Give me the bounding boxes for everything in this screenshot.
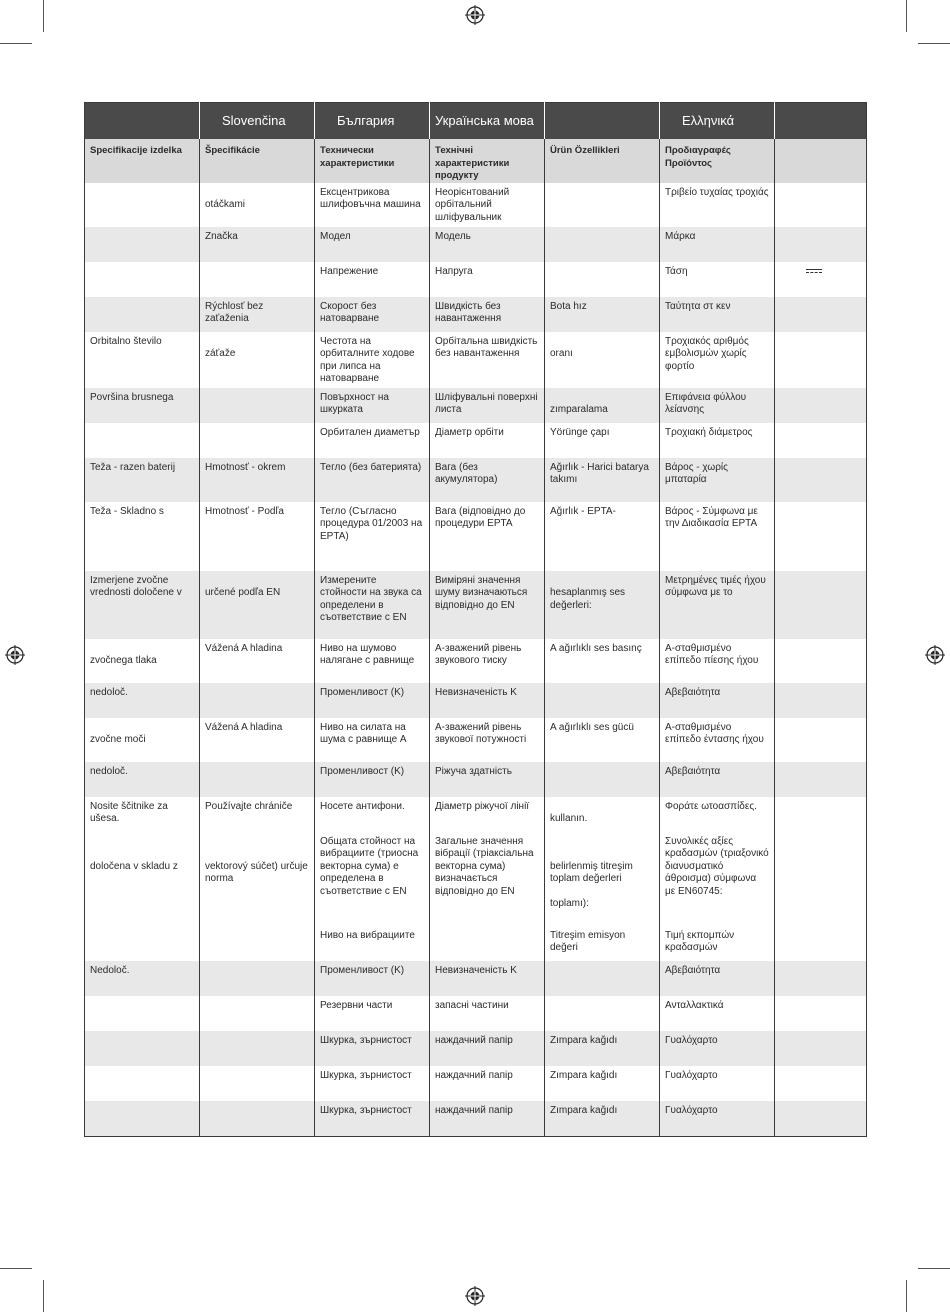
table-cell: Τιμή εκπομπών κραδασμών — [660, 926, 775, 961]
table-cell: наждачний папір — [430, 1101, 545, 1137]
table-cell: Шкурка, зърнистост — [315, 1066, 430, 1101]
table-cell: Επιφάνεια φύλλου λείανσης — [660, 388, 775, 423]
table-cell — [85, 423, 200, 458]
table-cell: Φοράτε ωτοασπίδες. — [660, 797, 775, 832]
table-row — [85, 996, 867, 1031]
table-cell: А-зважений рівень звукового тиску — [430, 639, 545, 683]
table-cell — [775, 639, 867, 683]
table-cell — [200, 262, 315, 297]
table-cell — [775, 571, 867, 639]
language-cell: Українська мова — [430, 103, 545, 140]
table-cell — [200, 683, 315, 718]
table-cell: Ниво на шумово налягане с равнище — [315, 639, 430, 683]
crop-mark-top-right-h — [918, 43, 950, 44]
table-cell: Променливост (K) — [315, 961, 430, 996]
table-cell: Общата стойност на вибрациите (триосна векторна сума) е определена в съответствие с EN — [315, 832, 430, 926]
table-cell: Резервни части — [315, 996, 430, 1031]
table-cell: Ανταλλακτικά — [660, 996, 775, 1031]
table-cell — [200, 1101, 315, 1137]
table-cell: Rýchlosť bez zaťaženia — [200, 297, 315, 332]
table-cell: Površina brusnega — [85, 388, 200, 423]
table-cell: Τροχιακή διάμετρος — [660, 423, 775, 458]
table-cell — [775, 458, 867, 502]
registration-mark-left-icon — [5, 645, 25, 665]
table-cell: Виміряні значення шуму визначаються відповідно до EN — [430, 571, 545, 639]
crop-mark-top-left-v — [43, 0, 44, 32]
table-cell: Α-σταθμισμένο επίπεδο έντασης ήχου — [660, 718, 775, 762]
table-cell: Τριβείο τυχαίας τροχιάς — [660, 183, 775, 227]
table-cell — [85, 926, 200, 961]
table-cell: Βάρος - χωρίς μπαταρία — [660, 458, 775, 502]
table-cell — [545, 262, 660, 297]
table-cell: Zımpara kağıdı — [545, 1101, 660, 1137]
table-cell — [200, 423, 315, 458]
table-cell: Променливост (K) — [315, 762, 430, 797]
table-cell: kullanın. — [545, 797, 660, 832]
table-cell: Шкурка, зърнистост — [315, 1031, 430, 1066]
table-row — [85, 227, 867, 262]
table-cell: Bota hız — [545, 297, 660, 332]
table-cell — [775, 1101, 867, 1137]
language-cell — [85, 103, 200, 140]
table-cell: наждачний папір — [430, 1066, 545, 1101]
direct-current-icon — [806, 269, 822, 274]
crop-mark-bottom-right-h — [918, 1268, 950, 1269]
table-cell — [200, 1066, 315, 1101]
table-cell: Ріжуча здатність — [430, 762, 545, 797]
table-cell — [775, 762, 867, 797]
table-cell — [775, 183, 867, 227]
table-cell: Αβεβαιότητα — [660, 762, 775, 797]
table-cell: А-зважений рівень звукової потужності — [430, 718, 545, 762]
table-cell: Ниво на силата на шума с равнище A — [315, 718, 430, 762]
language-cell: Ελληνικά — [660, 103, 775, 140]
table-cell: določena v skladu z — [85, 832, 200, 926]
specifications-table — [84, 102, 867, 1137]
table-row — [85, 502, 867, 571]
registration-mark-bottom-icon — [465, 1286, 485, 1306]
table-cell: Швидкість без навантаження — [430, 297, 545, 332]
table-cell: Teža - Skladno s — [85, 502, 200, 571]
table-cell: Titreşim emisyon değeri — [545, 926, 660, 961]
table-row — [85, 183, 867, 227]
table-row — [85, 423, 867, 458]
table-cell — [775, 423, 867, 458]
specification-title-cell: Προδιαγραφές Προϊόντος — [660, 139, 775, 183]
table-cell — [545, 683, 660, 718]
table-cell — [775, 718, 867, 762]
specifications-table-body — [85, 103, 867, 1137]
table-cell: Γυαλόχαρτο — [660, 1101, 775, 1137]
table-cell: Шкурка, зърнистост — [315, 1101, 430, 1137]
table-cell — [85, 183, 200, 227]
table-cell: zvočnega tlaka — [85, 639, 200, 683]
table-cell: Напрежение — [315, 262, 430, 297]
table-row — [85, 926, 867, 961]
table-cell: Ağırlık - Harici batarya takımı — [545, 458, 660, 502]
crop-mark-bottom-left-v — [43, 1280, 44, 1312]
table-cell: A ağırlıklı ses basınç — [545, 639, 660, 683]
specification-title-cell — [775, 139, 867, 183]
specification-title-cell: Specifikacije izdelka — [85, 139, 200, 183]
table-cell — [200, 762, 315, 797]
table-cell: Ниво на вибрациите — [315, 926, 430, 961]
table-row — [85, 388, 867, 423]
table-cell: Вага (відповідно до процедури EPTA — [430, 502, 545, 571]
table-row — [85, 571, 867, 639]
specification-title-cell: Špecifikácie — [200, 139, 315, 183]
table-cell — [85, 227, 200, 262]
table-cell: Діаметр ріжучої лінії — [430, 797, 545, 832]
table-cell: Vážená A hladina — [200, 718, 315, 762]
table-cell: Izmerjene zvočne vrednosti določene v — [85, 571, 200, 639]
table-cell — [775, 502, 867, 571]
table-cell: Тегло (Съгласно процедура 01/2003 на EPTA) — [315, 502, 430, 571]
table-row — [85, 1066, 867, 1101]
table-cell: Ağırlık - EPTA- — [545, 502, 660, 571]
specification-title-cell: Технически характеристики — [315, 139, 430, 183]
table-cell — [775, 832, 867, 926]
table-cell — [85, 1031, 200, 1066]
table-cell: Γυαλόχαρτο — [660, 1066, 775, 1101]
table-cell: Тегло (без батерията) — [315, 458, 430, 502]
table-row — [85, 832, 867, 926]
specification-title-cell: Технічні характеристики продукту — [430, 139, 545, 183]
language-cell — [775, 103, 867, 140]
table-cell: Неорієнтований орбітальний шліфувальник — [430, 183, 545, 227]
table-cell — [775, 227, 867, 262]
table-cell — [775, 1066, 867, 1101]
table-cell — [775, 297, 867, 332]
table-cell — [775, 1031, 867, 1066]
table-cell: Модель — [430, 227, 545, 262]
table-cell: Nosite ščitnike za ušesa. — [85, 797, 200, 832]
table-cell: oranı — [545, 332, 660, 388]
table-cell — [200, 961, 315, 996]
table-cell — [430, 926, 545, 961]
table-cell: Τάση — [660, 262, 775, 297]
language-cell: България — [315, 103, 430, 140]
table-cell — [85, 1101, 200, 1137]
table-cell: Орбитален диаметър — [315, 423, 430, 458]
table-cell: vektorový súčet) určuje norma — [200, 832, 315, 926]
table-row — [85, 332, 867, 388]
table-cell: Модел — [315, 227, 430, 262]
crop-mark-bottom-right-v — [906, 1280, 907, 1312]
table-cell: zvočne moči — [85, 718, 200, 762]
table-cell: Ексцентрикова шлифовъчна машина — [315, 183, 430, 227]
language-cell — [545, 103, 660, 140]
table-cell: наждачний папір — [430, 1031, 545, 1066]
table-cell: A ağırlıklı ses gücü — [545, 718, 660, 762]
table-row — [85, 458, 867, 502]
table-cell — [85, 297, 200, 332]
table-row — [85, 1031, 867, 1066]
table-cell: Загальне значення вібрації (тріаксіальна векторна сума) визначається відповідно до EN — [430, 832, 545, 926]
table-cell — [85, 262, 200, 297]
table-cell — [545, 996, 660, 1031]
table-cell: Α-σταθμισμένο επίπεδο πίεσης ήχου — [660, 639, 775, 683]
table-cell: Променливост (K) — [315, 683, 430, 718]
table-cell: Hmotnosť - okrem — [200, 458, 315, 502]
registration-mark-top-icon — [465, 5, 485, 25]
table-cell: Діаметр орбіти — [430, 423, 545, 458]
table-row — [85, 961, 867, 996]
specification-title-row — [85, 139, 867, 183]
table-cell: nedoloč. — [85, 762, 200, 797]
specification-title-cell: Ürün Özellikleri — [545, 139, 660, 183]
table-cell: hesaplanmış ses değerleri: — [545, 571, 660, 639]
table-cell: запасні частини — [430, 996, 545, 1031]
table-row — [85, 762, 867, 797]
table-cell: Teža - razen baterij — [85, 458, 200, 502]
table-cell: Zımpara kağıdı — [545, 1066, 660, 1101]
table-cell: Αβεβαιότητα — [660, 961, 775, 996]
table-cell — [775, 388, 867, 423]
table-cell: nedoloč. — [85, 683, 200, 718]
table-cell — [85, 1066, 200, 1101]
table-cell — [775, 996, 867, 1031]
table-row — [85, 718, 867, 762]
table-cell — [775, 926, 867, 961]
table-cell — [200, 1031, 315, 1066]
table-cell: Orbitalno število — [85, 332, 200, 388]
table-cell: Орбітальна швидкість без навантаження — [430, 332, 545, 388]
table-cell: Používajte chrániče — [200, 797, 315, 832]
table-cell — [200, 996, 315, 1031]
table-cell: určené podľa EN — [200, 571, 315, 639]
table-cell — [775, 683, 867, 718]
table-cell — [775, 961, 867, 996]
language-header-row — [85, 103, 867, 140]
table-cell: otáčkami — [200, 183, 315, 227]
table-cell: Značka — [200, 227, 315, 262]
table-row — [85, 797, 867, 832]
table-cell: Измерените стойности на звука са определени в съответствие с EN — [315, 571, 430, 639]
table-cell: Nedoloč. — [85, 961, 200, 996]
crop-mark-top-left-h — [0, 43, 32, 44]
table-cell: Невизначеність K — [430, 683, 545, 718]
table-cell: Γυαλόχαρτο — [660, 1031, 775, 1066]
crop-mark-top-right-v — [906, 0, 907, 32]
table-cell — [775, 332, 867, 388]
table-cell: belirlenmiş titreşim toplam değerleri toplamı): — [545, 832, 660, 926]
table-cell: Zımpara kağıdı — [545, 1031, 660, 1066]
table-cell: Μάρκα — [660, 227, 775, 262]
table-cell: Ταύτητα στ κεν — [660, 297, 775, 332]
table-cell — [85, 996, 200, 1031]
table-row — [85, 1101, 867, 1137]
table-row — [85, 262, 867, 297]
table-cell: Τροχιακός αριθμός εμβολισμών χωρίς φορτίο — [660, 332, 775, 388]
registration-mark-right-icon — [925, 645, 945, 665]
table-cell: Αβεβαιότητα — [660, 683, 775, 718]
table-cell — [775, 262, 867, 297]
language-cell: Slovenčina — [200, 103, 315, 140]
table-cell: Скорост без натоварване — [315, 297, 430, 332]
table-cell: Шліфувальні поверхні листа — [430, 388, 545, 423]
table-cell — [775, 797, 867, 832]
table-cell: Честота на орбиталните ходове при липса на натоварване — [315, 332, 430, 388]
table-cell — [545, 227, 660, 262]
table-cell: Vážená A hladina — [200, 639, 315, 683]
table-cell: Yörünge çapı — [545, 423, 660, 458]
table-cell: Βάρος - Σύμφωνα με την Διαδικασία EPTA — [660, 502, 775, 571]
table-cell: Напруга — [430, 262, 545, 297]
table-cell: Вага (без акумулятора) — [430, 458, 545, 502]
crop-mark-bottom-left-h — [0, 1268, 32, 1269]
table-cell: Συνολικές αξίες κραδασμών (τριαξονικό διανυσματικό άθροισμα) σύμφωνα με EN60745: — [660, 832, 775, 926]
table-cell: Повърхност на шкурката — [315, 388, 430, 423]
table-row — [85, 297, 867, 332]
table-cell — [200, 926, 315, 961]
table-cell: záťaže — [200, 332, 315, 388]
table-cell: Носете антифони. — [315, 797, 430, 832]
table-cell — [545, 961, 660, 996]
table-cell: Hmotnosť - Podľa — [200, 502, 315, 571]
table-cell: Μετρημένες τιμές ήχου σύμφωνα με το — [660, 571, 775, 639]
table-cell: zımparalama — [545, 388, 660, 423]
table-row — [85, 639, 867, 683]
table-cell — [545, 183, 660, 227]
table-row — [85, 683, 867, 718]
table-cell: Невизначеність K — [430, 961, 545, 996]
table-cell — [545, 762, 660, 797]
table-cell — [200, 388, 315, 423]
